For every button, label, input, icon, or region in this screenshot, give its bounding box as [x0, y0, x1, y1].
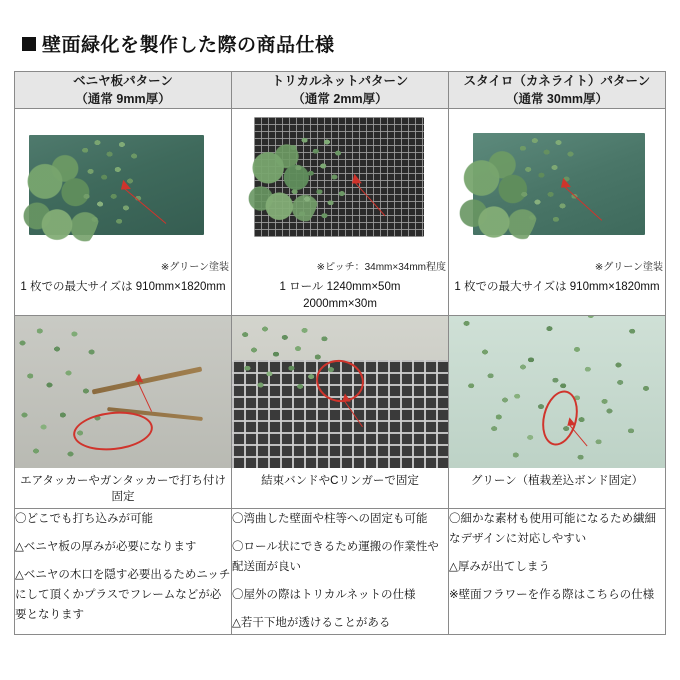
column-header-styrofoam — [449, 72, 666, 109]
bullets-veneer — [15, 508, 232, 634]
bullets-trical-net — [232, 508, 449, 634]
photo-cell-styrofoam — [449, 109, 666, 315]
photo-green-insert-detail — [449, 316, 665, 468]
table-bullet-row — [15, 508, 666, 634]
bullet-item: △ベニヤの木口を隠す必要出るためニッチにして頂くかプラスでフレームなどが必要となります — [15, 569, 231, 622]
photo2-caption-styrofoam: グリーン（植栽差込ボンド固定） — [470, 474, 644, 487]
photo-trical-net-panel — [232, 109, 448, 259]
photo-caption-veneer: 1 枚での最大サイズは 910mm×1820mm — [20, 281, 226, 294]
column-header-trical-net-line2: （通常 2mm厚） — [292, 92, 388, 107]
column-header-trical-net — [232, 72, 449, 109]
photo-note-styrofoam: ※グリーン塗装 — [594, 262, 663, 274]
photo-net-cable-tie-detail — [232, 316, 448, 468]
photo-cell-veneer — [15, 109, 232, 315]
column-header-styrofoam-line1: スタイロ（カネライト）パターン — [463, 74, 651, 88]
bullets-styrofoam — [449, 508, 666, 634]
column-header-veneer — [15, 72, 232, 109]
bullet-item: △厚みが出てしまう — [449, 561, 550, 574]
bullet-item: 〇細かな素材も使用可能になるため繊細なデザインに対応しやすい — [449, 512, 656, 546]
bullet-item: 〇屋外の際はトリカルネットの仕様 — [232, 589, 416, 602]
column-header-styrofoam-line2: （通常 30mm厚） — [505, 92, 609, 107]
spec-table — [14, 71, 666, 635]
photo-cell-net-fixing — [232, 315, 449, 508]
photo2-caption-veneer: エアタッカーやガンタッカーで打ち付け固定 — [20, 474, 226, 504]
bullet-item: △ベニヤ板の厚みが必要になります — [15, 541, 197, 554]
photo-cell-trical-net — [232, 109, 449, 315]
column-header-veneer-line1: ベニヤ板パターン — [73, 74, 173, 88]
photo-veneer-panel — [15, 109, 231, 259]
photo-note-veneer: ※グリーン塗装 — [160, 262, 229, 274]
table-header-row — [15, 72, 666, 109]
bullet-item: 〇どこでも打ち込みが可能 — [15, 512, 153, 525]
column-header-veneer-line2: （通常 9mm厚） — [75, 92, 171, 107]
photo-veneer-stapler-detail — [15, 316, 231, 468]
table-photo-row-1 — [15, 109, 666, 315]
photo-caption-trical-net-line2: 2000mm×30m — [303, 297, 377, 310]
column-header-trical-net-line1: トリカルネットパターン — [271, 74, 409, 88]
photo-caption-styrofoam: 1 枚での最大サイズは 910mm×1820mm — [454, 281, 660, 294]
photo-caption-trical-net-line1: 1 ロール 1240mm×50m — [279, 281, 401, 294]
photo-note-trical-net: ※ピッチ：34mm×34mm程度 — [316, 262, 446, 274]
photo-cell-veneer-fixing — [15, 315, 232, 508]
bullet-item: ※壁面フラワーを作る際はこちらの仕様 — [449, 589, 655, 602]
page-title — [22, 30, 666, 57]
bullet-item: 〇湾曲した壁面や柱等への固定も可能 — [232, 512, 428, 525]
table-photo-row-2 — [15, 315, 666, 508]
bullet-item: △若干下地が透けることがある — [232, 617, 391, 630]
photo2-caption-trical-net: 結束バンドやCリンガーで固定 — [261, 474, 419, 487]
bullet-item: 〇ロール状にできるため運搬の作業性や配送面が良い — [232, 541, 439, 574]
photo-styrofoam-panel — [449, 109, 665, 259]
page-title-text: 壁面緑化を製作した際の商品仕様 — [42, 35, 335, 56]
title-square-marker — [22, 37, 36, 51]
photo-caption-trical-net — [232, 279, 448, 312]
photo-cell-green-bonding — [449, 315, 666, 508]
